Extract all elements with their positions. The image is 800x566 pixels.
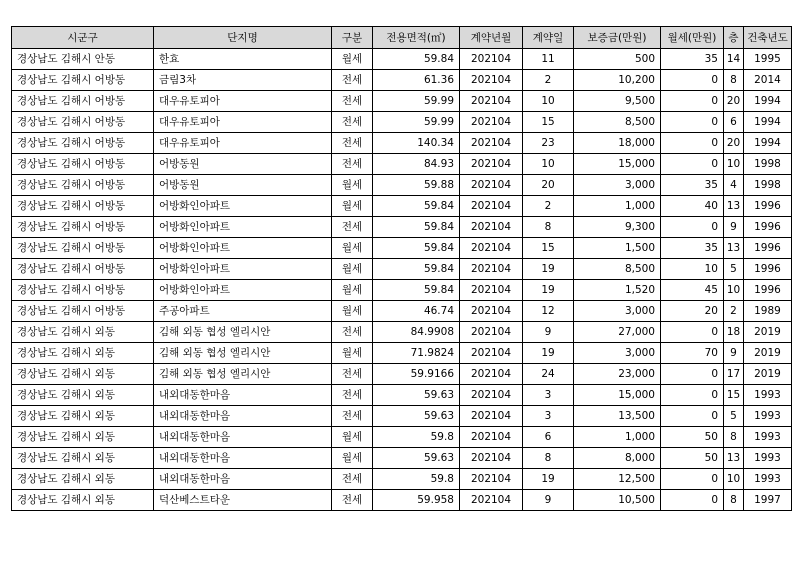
cell-area: 59.84	[373, 217, 460, 238]
cell-district: 경상남도 김해시 어방동	[12, 238, 154, 259]
cell-district: 경상남도 김해시 외동	[12, 406, 154, 427]
cell-floor: 13	[724, 238, 744, 259]
table-row	[12, 448, 792, 469]
rent-transaction-table	[11, 26, 792, 511]
cell-monthly-rent: 0	[661, 91, 724, 112]
cell-built-year: 1989	[744, 301, 792, 322]
header-built-year: 건축년도	[744, 27, 792, 49]
header-district: 시군구	[12, 27, 154, 49]
cell-deposit: 10,500	[574, 490, 661, 511]
cell-monthly-rent: 20	[661, 301, 724, 322]
cell-built-year: 1996	[744, 280, 792, 301]
cell-complex: 어방화인아파트	[154, 238, 332, 259]
header-deposit: 보증금(만원)	[574, 27, 661, 49]
cell-area: 59.84	[373, 259, 460, 280]
cell-type: 전세	[332, 112, 373, 133]
cell-deposit: 1,500	[574, 238, 661, 259]
cell-contract-month: 202104	[460, 364, 523, 385]
cell-complex: 어방화인아파트	[154, 280, 332, 301]
cell-area: 59.9166	[373, 364, 460, 385]
cell-contract-day: 2	[523, 70, 574, 91]
table-row	[12, 427, 792, 448]
cell-floor: 20	[724, 133, 744, 154]
cell-built-year: 1995	[744, 49, 792, 70]
cell-floor: 9	[724, 217, 744, 238]
cell-contract-day: 23	[523, 133, 574, 154]
cell-deposit: 3,000	[574, 175, 661, 196]
cell-district: 경상남도 김해시 안동	[12, 49, 154, 70]
cell-type: 전세	[332, 364, 373, 385]
cell-type: 월세	[332, 49, 373, 70]
header-type: 구분	[332, 27, 373, 49]
cell-contract-day: 15	[523, 238, 574, 259]
cell-deposit: 1,520	[574, 280, 661, 301]
cell-deposit: 10,200	[574, 70, 661, 91]
cell-contract-month: 202104	[460, 469, 523, 490]
table-row	[12, 175, 792, 196]
cell-deposit: 500	[574, 49, 661, 70]
cell-area: 59.8	[373, 427, 460, 448]
cell-contract-month: 202104	[460, 343, 523, 364]
cell-floor: 8	[724, 490, 744, 511]
cell-type: 전세	[332, 385, 373, 406]
cell-contract-month: 202104	[460, 154, 523, 175]
cell-complex: 한효	[154, 49, 332, 70]
cell-contract-day: 6	[523, 427, 574, 448]
cell-area: 59.84	[373, 49, 460, 70]
cell-district: 경상남도 김해시 어방동	[12, 70, 154, 91]
cell-area: 61.36	[373, 70, 460, 91]
cell-monthly-rent: 50	[661, 427, 724, 448]
table-row	[12, 49, 792, 70]
cell-type: 월세	[332, 427, 373, 448]
table-row	[12, 112, 792, 133]
cell-complex: 내외대동한마음	[154, 406, 332, 427]
cell-monthly-rent: 40	[661, 196, 724, 217]
table-row	[12, 133, 792, 154]
cell-contract-day: 8	[523, 448, 574, 469]
cell-type: 월세	[332, 175, 373, 196]
cell-complex: 대우유토피아	[154, 91, 332, 112]
cell-complex: 어방화인아파트	[154, 259, 332, 280]
cell-deposit: 9,500	[574, 91, 661, 112]
cell-type: 전세	[332, 490, 373, 511]
cell-deposit: 8,500	[574, 259, 661, 280]
cell-contract-month: 202104	[460, 490, 523, 511]
header-complex: 단지명	[154, 27, 332, 49]
cell-monthly-rent: 0	[661, 70, 724, 91]
cell-area: 59.99	[373, 91, 460, 112]
cell-contract-month: 202104	[460, 280, 523, 301]
cell-complex: 내외대동한마음	[154, 448, 332, 469]
cell-contract-day: 19	[523, 280, 574, 301]
cell-type: 전세	[332, 91, 373, 112]
cell-monthly-rent: 35	[661, 238, 724, 259]
cell-built-year: 1996	[744, 217, 792, 238]
cell-complex: 김해 외동 협성 엘리시안	[154, 322, 332, 343]
cell-district: 경상남도 김해시 외동	[12, 364, 154, 385]
cell-contract-day: 10	[523, 91, 574, 112]
cell-type: 월세	[332, 280, 373, 301]
cell-type: 전세	[332, 154, 373, 175]
cell-contract-day: 3	[523, 406, 574, 427]
table-row	[12, 406, 792, 427]
cell-contract-month: 202104	[460, 406, 523, 427]
header-contract-day: 계약일	[523, 27, 574, 49]
cell-area: 59.84	[373, 196, 460, 217]
cell-deposit: 27,000	[574, 322, 661, 343]
cell-floor: 18	[724, 322, 744, 343]
cell-area: 59.63	[373, 385, 460, 406]
cell-area: 71.9824	[373, 343, 460, 364]
cell-contract-month: 202104	[460, 448, 523, 469]
cell-contract-month: 202104	[460, 217, 523, 238]
table-row	[12, 490, 792, 511]
cell-area: 59.958	[373, 490, 460, 511]
table-row	[12, 238, 792, 259]
table-body	[12, 49, 792, 511]
cell-monthly-rent: 0	[661, 217, 724, 238]
cell-floor: 14	[724, 49, 744, 70]
cell-deposit: 15,000	[574, 385, 661, 406]
cell-contract-day: 2	[523, 196, 574, 217]
cell-monthly-rent: 0	[661, 112, 724, 133]
cell-contract-month: 202104	[460, 301, 523, 322]
cell-contract-month: 202104	[460, 175, 523, 196]
table-row	[12, 259, 792, 280]
cell-floor: 5	[724, 259, 744, 280]
cell-district: 경상남도 김해시 어방동	[12, 217, 154, 238]
cell-district: 경상남도 김해시 어방동	[12, 259, 154, 280]
cell-built-year: 1996	[744, 259, 792, 280]
cell-monthly-rent: 45	[661, 280, 724, 301]
cell-built-year: 1993	[744, 385, 792, 406]
header-row	[12, 27, 792, 49]
cell-floor: 10	[724, 280, 744, 301]
cell-district: 경상남도 김해시 어방동	[12, 154, 154, 175]
cell-area: 59.63	[373, 406, 460, 427]
cell-type: 월세	[332, 196, 373, 217]
cell-monthly-rent: 0	[661, 133, 724, 154]
cell-contract-day: 19	[523, 343, 574, 364]
cell-floor: 9	[724, 343, 744, 364]
cell-built-year: 1993	[744, 469, 792, 490]
table-row	[12, 196, 792, 217]
header-area: 전용면적(㎡)	[373, 27, 460, 49]
cell-deposit: 8,500	[574, 112, 661, 133]
cell-deposit: 12,500	[574, 469, 661, 490]
cell-contract-month: 202104	[460, 385, 523, 406]
cell-floor: 10	[724, 154, 744, 175]
cell-built-year: 1997	[744, 490, 792, 511]
header-contract-month: 계약년월	[460, 27, 523, 49]
table-row	[12, 91, 792, 112]
table-row	[12, 385, 792, 406]
cell-district: 경상남도 김해시 외동	[12, 427, 154, 448]
cell-built-year: 2019	[744, 322, 792, 343]
cell-built-year: 1993	[744, 406, 792, 427]
cell-contract-day: 3	[523, 385, 574, 406]
cell-floor: 15	[724, 385, 744, 406]
cell-floor: 17	[724, 364, 744, 385]
cell-complex: 어방동원	[154, 154, 332, 175]
cell-complex: 김해 외동 협성 엘리시안	[154, 364, 332, 385]
cell-complex: 내외대동한마음	[154, 469, 332, 490]
table-row	[12, 322, 792, 343]
cell-district: 경상남도 김해시 어방동	[12, 280, 154, 301]
cell-floor: 13	[724, 448, 744, 469]
cell-area: 59.8	[373, 469, 460, 490]
cell-contract-month: 202104	[460, 91, 523, 112]
cell-complex: 대우유토피아	[154, 133, 332, 154]
cell-contract-month: 202104	[460, 238, 523, 259]
cell-area: 140.34	[373, 133, 460, 154]
cell-monthly-rent: 0	[661, 154, 724, 175]
cell-complex: 김해 외동 협성 엘리시안	[154, 343, 332, 364]
cell-built-year: 1996	[744, 196, 792, 217]
header-monthly-rent: 월세(만원)	[661, 27, 724, 49]
cell-floor: 4	[724, 175, 744, 196]
cell-contract-month: 202104	[460, 427, 523, 448]
cell-district: 경상남도 김해시 외동	[12, 385, 154, 406]
cell-floor: 6	[724, 112, 744, 133]
cell-area: 59.63	[373, 448, 460, 469]
cell-district: 경상남도 김해시 어방동	[12, 91, 154, 112]
cell-monthly-rent: 0	[661, 364, 724, 385]
table-row	[12, 154, 792, 175]
cell-district: 경상남도 김해시 외동	[12, 490, 154, 511]
table-row	[12, 469, 792, 490]
cell-monthly-rent: 0	[661, 385, 724, 406]
cell-floor: 10	[724, 469, 744, 490]
cell-type: 전세	[332, 133, 373, 154]
cell-monthly-rent: 0	[661, 490, 724, 511]
cell-contract-month: 202104	[460, 322, 523, 343]
cell-contract-month: 202104	[460, 133, 523, 154]
cell-type: 월세	[332, 238, 373, 259]
cell-floor: 13	[724, 196, 744, 217]
cell-built-year: 2014	[744, 70, 792, 91]
cell-contract-day: 10	[523, 154, 574, 175]
cell-type: 전세	[332, 70, 373, 91]
cell-district: 경상남도 김해시 외동	[12, 322, 154, 343]
cell-built-year: 1993	[744, 427, 792, 448]
cell-district: 경상남도 김해시 외동	[12, 343, 154, 364]
cell-monthly-rent: 0	[661, 322, 724, 343]
cell-complex: 덕산베스트타운	[154, 490, 332, 511]
table-row	[12, 217, 792, 238]
cell-built-year: 1994	[744, 112, 792, 133]
cell-deposit: 13,500	[574, 406, 661, 427]
cell-type: 전세	[332, 406, 373, 427]
cell-built-year: 2019	[744, 343, 792, 364]
cell-monthly-rent: 70	[661, 343, 724, 364]
cell-contract-day: 11	[523, 49, 574, 70]
cell-contract-day: 9	[523, 322, 574, 343]
cell-contract-month: 202104	[460, 112, 523, 133]
transaction-sheet	[11, 26, 792, 511]
table-row	[12, 364, 792, 385]
cell-monthly-rent: 0	[661, 469, 724, 490]
cell-area: 59.88	[373, 175, 460, 196]
table-row	[12, 280, 792, 301]
cell-complex: 금림3차	[154, 70, 332, 91]
cell-type: 전세	[332, 322, 373, 343]
cell-complex: 어방동원	[154, 175, 332, 196]
cell-contract-day: 8	[523, 217, 574, 238]
cell-area: 84.9908	[373, 322, 460, 343]
cell-district: 경상남도 김해시 외동	[12, 469, 154, 490]
cell-contract-day: 9	[523, 490, 574, 511]
table-row	[12, 343, 792, 364]
cell-type: 전세	[332, 217, 373, 238]
cell-contract-day: 24	[523, 364, 574, 385]
cell-monthly-rent: 10	[661, 259, 724, 280]
cell-floor: 20	[724, 91, 744, 112]
cell-area: 59.84	[373, 238, 460, 259]
cell-contract-month: 202104	[460, 49, 523, 70]
cell-floor: 5	[724, 406, 744, 427]
cell-deposit: 3,000	[574, 343, 661, 364]
cell-floor: 8	[724, 70, 744, 91]
cell-contract-month: 202104	[460, 259, 523, 280]
cell-deposit: 3,000	[574, 301, 661, 322]
cell-district: 경상남도 김해시 어방동	[12, 112, 154, 133]
cell-type: 전세	[332, 469, 373, 490]
cell-built-year: 1998	[744, 154, 792, 175]
cell-monthly-rent: 50	[661, 448, 724, 469]
cell-complex: 대우유토피아	[154, 112, 332, 133]
cell-built-year: 1994	[744, 133, 792, 154]
cell-type: 월세	[332, 259, 373, 280]
cell-district: 경상남도 김해시 어방동	[12, 196, 154, 217]
cell-built-year: 1996	[744, 238, 792, 259]
table-row	[12, 70, 792, 91]
cell-type: 월세	[332, 448, 373, 469]
cell-contract-month: 202104	[460, 70, 523, 91]
cell-complex: 어방화인아파트	[154, 196, 332, 217]
cell-district: 경상남도 김해시 어방동	[12, 133, 154, 154]
cell-contract-month: 202104	[460, 196, 523, 217]
cell-built-year: 2019	[744, 364, 792, 385]
cell-contract-day: 12	[523, 301, 574, 322]
cell-area: 59.99	[373, 112, 460, 133]
cell-deposit: 1,000	[574, 427, 661, 448]
cell-complex: 내외대동한마음	[154, 385, 332, 406]
cell-built-year: 1994	[744, 91, 792, 112]
cell-monthly-rent: 0	[661, 406, 724, 427]
cell-district: 경상남도 김해시 어방동	[12, 175, 154, 196]
cell-deposit: 23,000	[574, 364, 661, 385]
cell-district: 경상남도 김해시 외동	[12, 448, 154, 469]
cell-deposit: 18,000	[574, 133, 661, 154]
cell-deposit: 15,000	[574, 154, 661, 175]
table-row	[12, 301, 792, 322]
cell-monthly-rent: 35	[661, 49, 724, 70]
cell-contract-day: 19	[523, 259, 574, 280]
cell-built-year: 1998	[744, 175, 792, 196]
cell-area: 46.74	[373, 301, 460, 322]
cell-complex: 어방화인아파트	[154, 217, 332, 238]
cell-complex: 내외대동한마음	[154, 427, 332, 448]
cell-monthly-rent: 35	[661, 175, 724, 196]
cell-deposit: 1,000	[574, 196, 661, 217]
cell-contract-day: 15	[523, 112, 574, 133]
cell-contract-day: 19	[523, 469, 574, 490]
cell-complex: 주공아파트	[154, 301, 332, 322]
cell-area: 84.93	[373, 154, 460, 175]
cell-deposit: 9,300	[574, 217, 661, 238]
cell-built-year: 1993	[744, 448, 792, 469]
cell-floor: 2	[724, 301, 744, 322]
cell-contract-day: 20	[523, 175, 574, 196]
cell-deposit: 8,000	[574, 448, 661, 469]
cell-type: 월세	[332, 343, 373, 364]
header-floor: 층	[724, 27, 744, 49]
cell-floor: 8	[724, 427, 744, 448]
cell-district: 경상남도 김해시 어방동	[12, 301, 154, 322]
cell-type: 월세	[332, 301, 373, 322]
cell-area: 59.84	[373, 280, 460, 301]
